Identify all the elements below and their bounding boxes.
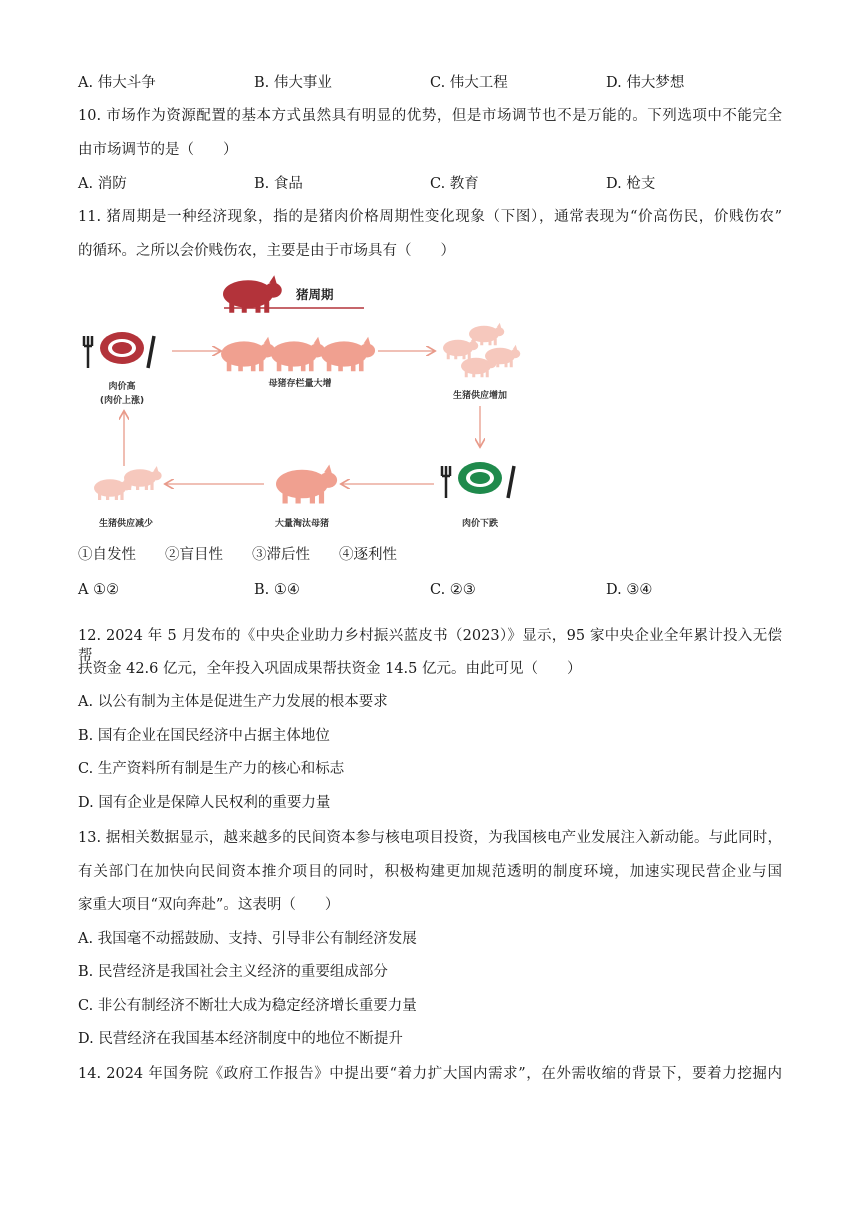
diagram-title: 猪周期	[296, 287, 334, 302]
q13-stem-line2: 有关部门在加快向民间资本推介项目的同时，积极构建更加规范透明的制度环境，加速实现民营企业与国	[78, 864, 782, 880]
q12-option-b: B. 国有企业在国民经济中占据主体地位	[78, 728, 330, 744]
q12-stem-line2: 扶资金 42.6 亿元，全年投入巩固成果帮扶资金 14.5 亿元。由此可见（ ）	[78, 661, 582, 677]
q11-option-d: D. ③④	[606, 582, 653, 598]
pig-cycle-diagram	[80, 272, 540, 536]
q11-option-b: B. ①④	[254, 582, 300, 598]
label-supply-increase: 生猪供应增加	[452, 391, 508, 401]
q12-stem-line1: 12. 2024 年 5 月发布的《中央企业助力乡村振兴蓝皮书（2023）》显示，95 家中央企业全年累计投入无偿帮	[78, 628, 782, 664]
q13-option-a: A. 我国毫不动摇鼓励、支持、引导非公有制经济发展	[78, 931, 417, 947]
q11-stem-line2: 的循环。之所以会价贱伤农，主要是由于市场具有（ ）	[78, 243, 455, 259]
q12-option-c: C. 生产资料所有制是生产力的核心和标志	[78, 761, 345, 777]
q10-option-a: A. 消防	[78, 176, 127, 192]
label-high-price-sub: (肉价上涨)	[99, 396, 145, 406]
q10-stem-line1: 10. 市场作为资源配置的基本方式虽然具有明显的优势，但是市场调节也不是万能的。下列选项中不能完全	[78, 108, 782, 124]
q11-items: ①自发性 ②盲目性 ③滞后性 ④逐利性	[78, 547, 397, 563]
sows-increase-icon	[221, 337, 375, 372]
q13-option-c: C. 非公有制经济不断壮大成为稳定经济增长重要力量	[78, 998, 417, 1014]
cull-sows-icon	[276, 465, 337, 504]
label-price-drop: 肉价下跌	[461, 519, 499, 529]
label-cull-sows: 大量淘汰母猪	[274, 519, 330, 529]
q11-stem-line1: 11. 猪周期是一种经济现象，指的是猪肉价格周期性变化现象（下图），通常表现为“价高伤民，价贱伤农”	[78, 209, 782, 225]
title-pig-icon	[223, 275, 282, 313]
q13-stem-line3: 家重大项目“双向奔赴”。这表明（ ）	[78, 897, 340, 913]
q11-option-a: A ①②	[78, 582, 120, 598]
q10-option-b: B. 食品	[254, 176, 303, 192]
label-supply-decrease: 生猪供应减少	[98, 519, 154, 529]
q9-option-a: A. 伟大斗争	[78, 75, 156, 91]
label-high-price: 肉价高	[108, 382, 136, 392]
steak-price-drop-icon	[442, 462, 514, 498]
q9-option-d: D. 伟大梦想	[606, 75, 685, 91]
q12-option-a: A. 以公有制为主体是促进生产力发展的根本要求	[78, 694, 388, 710]
q10-stem-line2: 由市场调节的是（ ）	[78, 142, 238, 158]
q10-option-c: C. 教育	[430, 176, 479, 192]
q10-option-d: D. 枪支	[606, 176, 656, 192]
label-sow-increase: 母猪存栏量大增	[268, 379, 332, 389]
supply-increase-pigs-icon	[443, 323, 520, 378]
supply-decrease-pigs-icon	[94, 466, 162, 500]
q13-stem-line1: 13. 据相关数据显示，越来越多的民间资本参与核电项目投资，为我国核电产业发展注入新动能。与此同时，	[78, 830, 782, 846]
q9-option-b: B. 伟大事业	[254, 75, 332, 91]
steak-high-price-icon	[84, 332, 154, 368]
q14-stem-line1: 14. 2024 年国务院《政府工作报告》中提出要“着力扩大国内需求”，在外需收缩的背景下，要着力挖掘内	[78, 1066, 782, 1082]
q13-option-b: B. 民营经济是我国社会主义经济的重要组成部分	[78, 964, 388, 980]
q13-option-d: D. 民营经济在我国基本经济制度中的地位不断提升	[78, 1031, 403, 1047]
q9-option-c: C. 伟大工程	[430, 75, 508, 91]
q11-option-c: C. ②③	[430, 582, 476, 598]
q12-option-d: D. 国有企业是保障人民权利的重要力量	[78, 795, 331, 811]
